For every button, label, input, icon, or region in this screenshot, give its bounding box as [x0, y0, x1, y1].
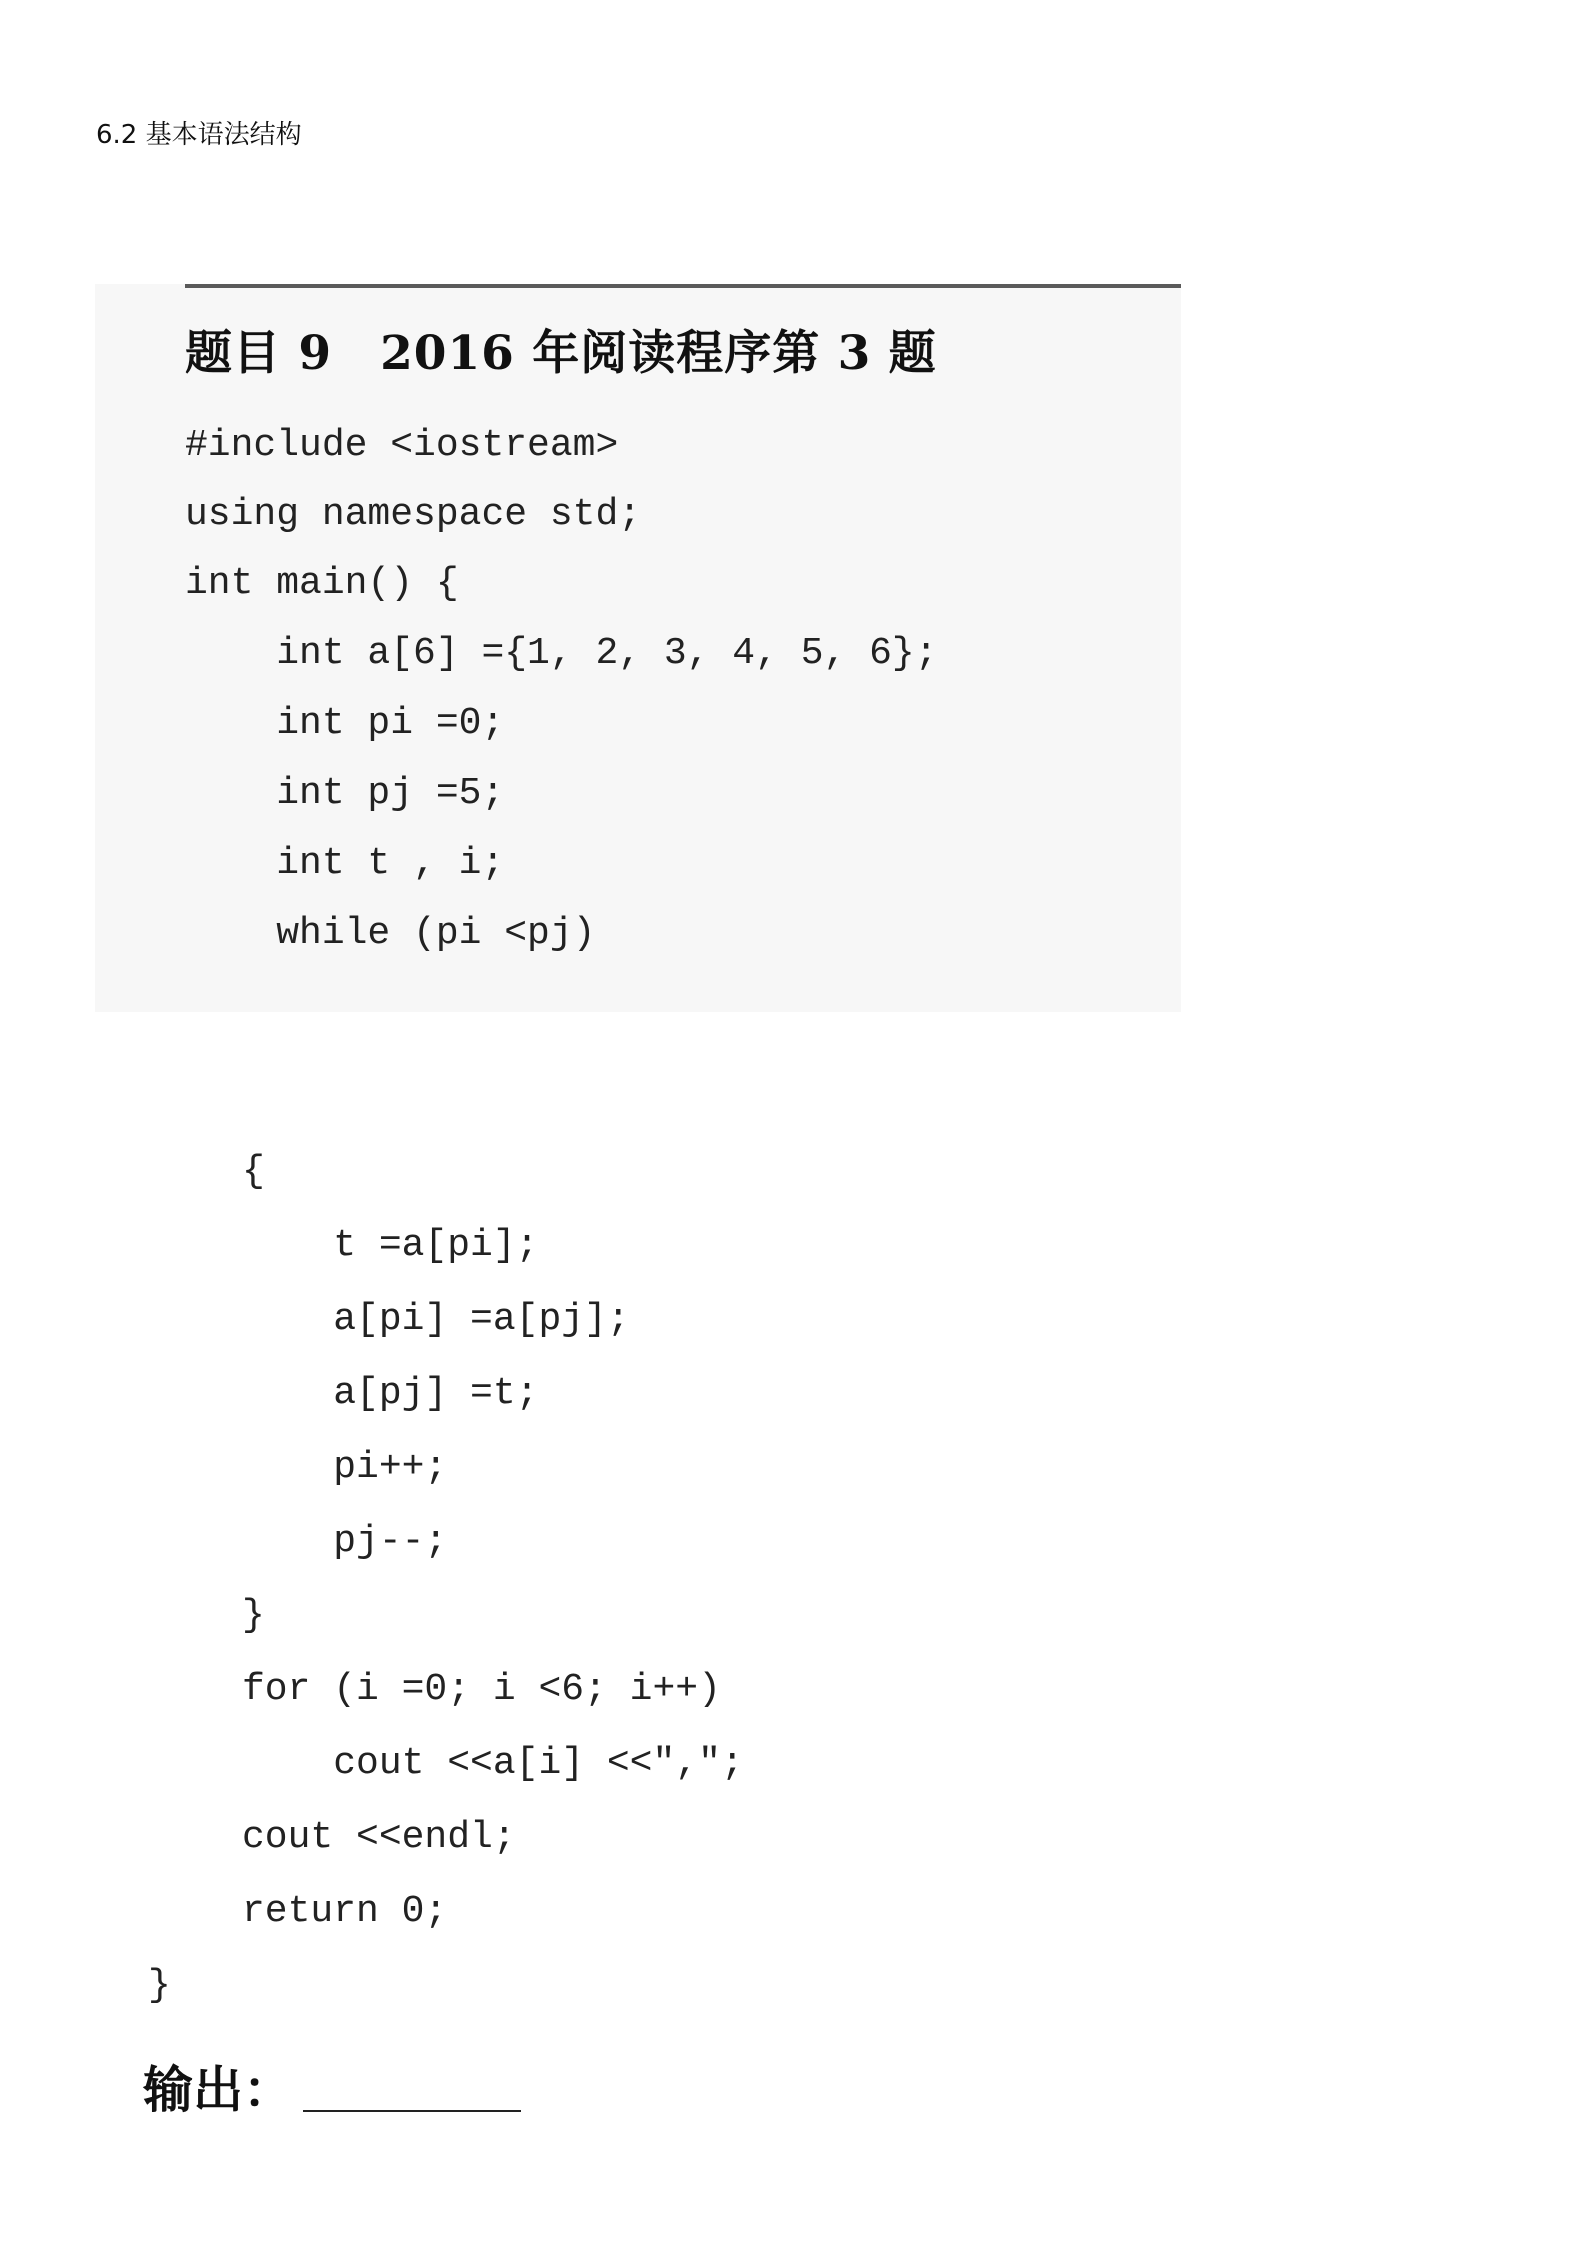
code-line: #include <iostream>: [185, 424, 619, 467]
code-line: a[pi] =a[pj];: [242, 1298, 630, 1341]
code-line: using namespace std;: [185, 493, 642, 536]
code-line: for (i =0; i <6; i++): [242, 1668, 721, 1711]
code-line: return 0;: [242, 1890, 448, 1933]
code-line: int a[6] ={1, 2, 3, 4, 5, 6};: [185, 632, 938, 675]
section-header: 6.2 基本语法结构: [96, 120, 302, 150]
closing-brace: }: [148, 1964, 171, 2007]
code-line: t =a[pi];: [242, 1224, 539, 1267]
code-line: int pj =5;: [185, 772, 505, 815]
problem-title: 题目 9 2016 年阅读程序第 3 题: [185, 326, 937, 381]
code-line: pj--;: [242, 1520, 448, 1563]
output-row: [143, 2050, 521, 2122]
code-line: }: [242, 1594, 265, 1637]
code-line: int pi =0;: [185, 702, 505, 745]
code-line: int main() {: [185, 562, 459, 605]
code-line: cout <<endl;: [242, 1816, 516, 1859]
answer-blank: [303, 2110, 521, 2112]
code-line: pi++;: [242, 1446, 448, 1489]
problem-scan-bottom: [0, 1150, 1587, 2130]
code-line: cout <<a[i] <<",";: [242, 1742, 744, 1785]
code-line: {: [242, 1150, 265, 1193]
code-line: a[pj] =t;: [242, 1372, 539, 1415]
output-label: 输出：: [143, 2060, 293, 2119]
code-line: while (pi <pj): [185, 912, 596, 955]
problem-scan-top: [95, 284, 1181, 1012]
code-line: int t , i;: [185, 842, 505, 885]
top-rule: [185, 284, 1181, 288]
